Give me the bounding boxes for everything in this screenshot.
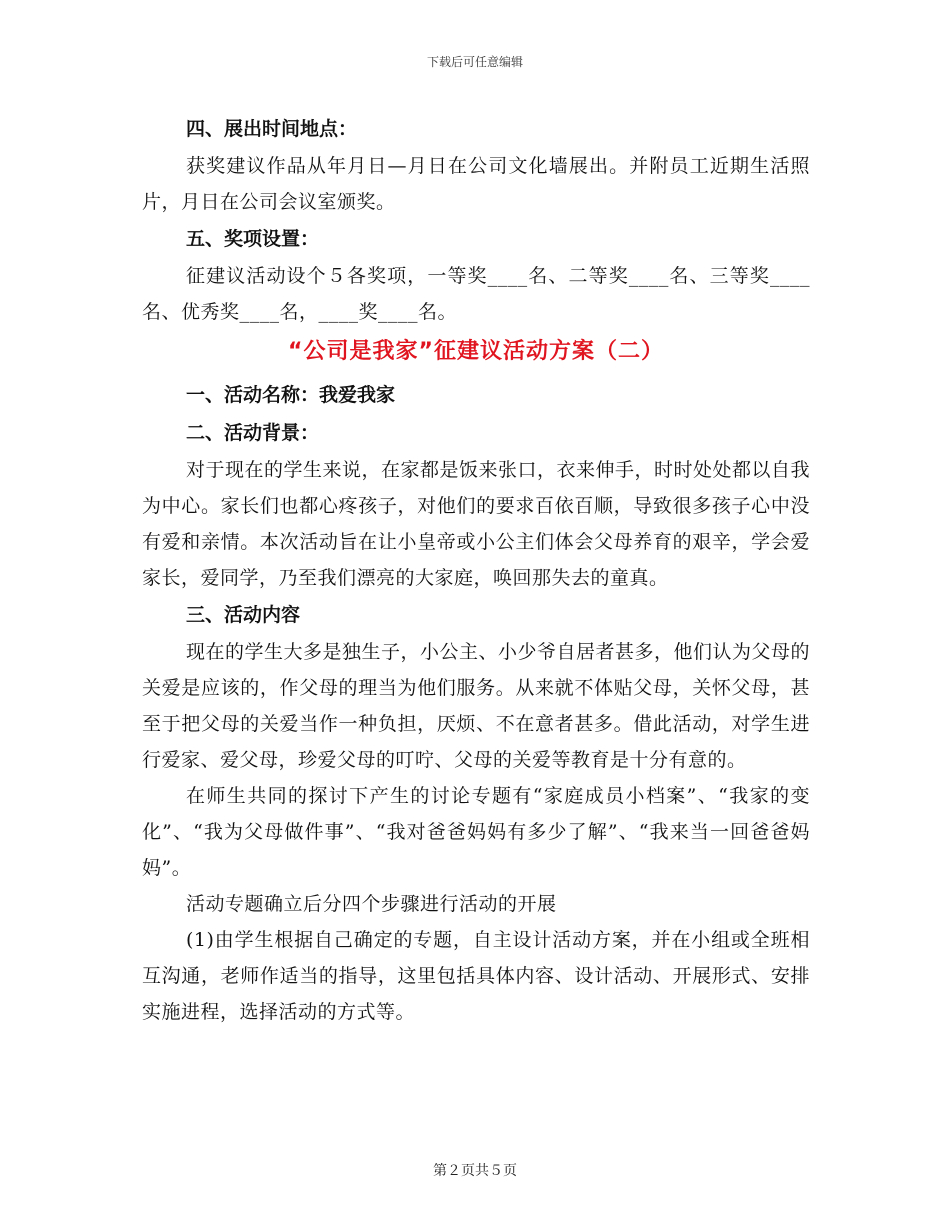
paragraph-content-1: 现在的学生大多是独生子，小公主、小少爷自居者甚多，他们认为父母的关爱是应该的，作父母的理当为他们服务。从来就不体贴父母，关怀父母，甚至于把父母的关爱当作一种负担，厌烦、不在意者甚多。借此活动，对学生进行爱家、爱父母，珍爱父母的叮咛、父母的关爱等教育是十分有意的。 xyxy=(142,641,811,771)
paragraph-background: 对于现在的学生来说，在家都是饭来张口，衣来伸手，时时处处都以自我为中心。家长们也都心疼孩子，对他们的要求百依百顺，导致很多孩子心中没有爱和亲情。本次活动旨在让小皇帝或小公主们体会父母养育的艰辛，学会爱家长，爱同学，乃至我们漂亮的大家庭，唤回那失去的童真。 xyxy=(142,459,811,589)
paragraph-awards: 征建议活动设个５各奖项，一等奖____名、二等奖____名、三等奖____名、优秀奖____名，____奖____名。 xyxy=(142,265,810,323)
paragraph-content-3: 活动专题确立后分四个步骤进行活动的开展 xyxy=(186,893,557,915)
paragraph-content-2: 在师生共同的探讨下产生的讨论专题有“家庭成员小档案”、“我家的变化”、“我为父母做件事”、“我对爸爸妈妈有多少了解”、“我来当一回爸爸妈妈”。 xyxy=(142,785,810,879)
heading-award-settings: 五、奖项设置： xyxy=(186,228,320,250)
heading-exhibit-time-place: 四、展出时间地点： xyxy=(186,118,358,140)
paragraph-exhibit: 获奖建议作品从年月日—月日在公司文化墙展出。并附员工近期生活照片，月日在公司会议室颁奖。 xyxy=(142,155,810,213)
heading-activity-background: 二、活动背景： xyxy=(186,422,320,444)
page-header-note: 下载后可任意编辑 xyxy=(426,55,523,69)
document-body xyxy=(142,110,810,1030)
page-number: 第２页共５页 xyxy=(433,1163,517,1179)
paragraph-step-1: (1)由学生根据自己确定的专题，自主设计活动方案，并在小组或全班相互沟通，老师作适当的指导，这里包括具体内容、设计活动、开展形式、安排实施进程，选择活动的方式等。 xyxy=(142,929,810,1023)
heading-activity-content: 三、活动内容 xyxy=(186,604,301,626)
section-title: “公司是我家”征建议活动方案（二） xyxy=(288,339,664,364)
heading-activity-name: 一、活动名称：我爱我家 xyxy=(186,384,396,406)
